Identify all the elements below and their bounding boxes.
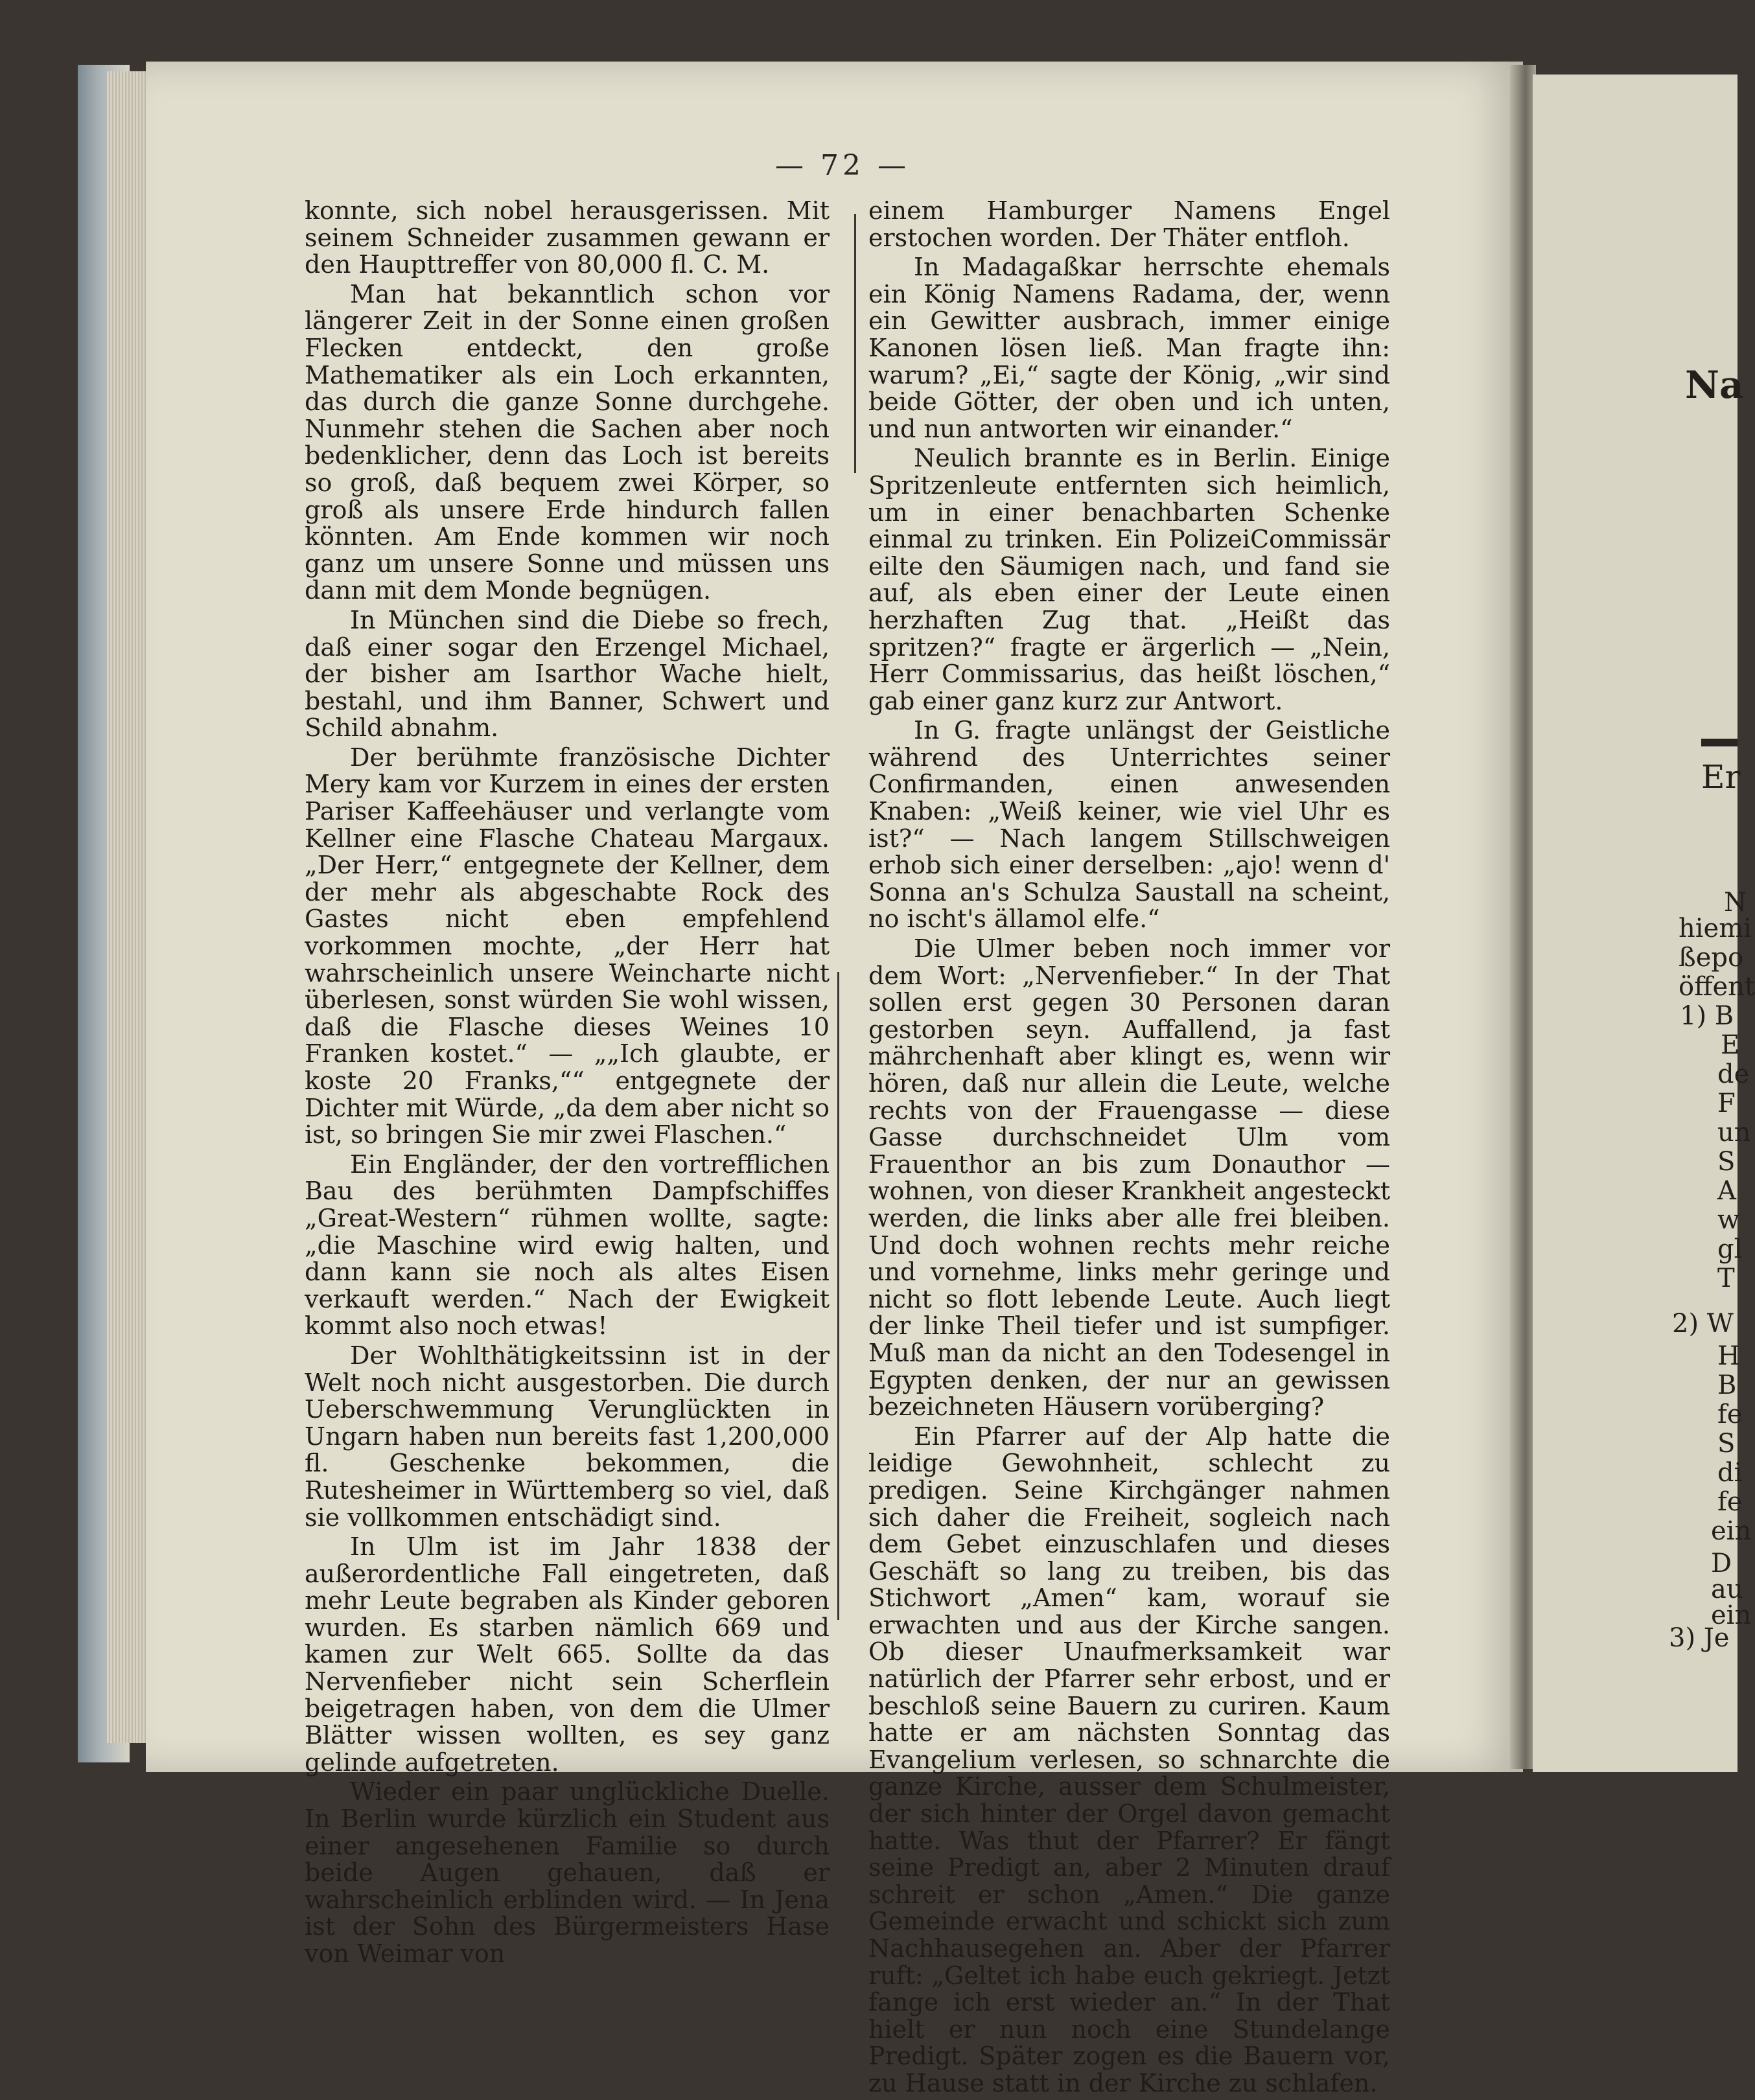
paragraph: Wieder ein paar unglückliche Duelle. In Berlin wurde kürzlich ein Student aus einer angesehenen Familie so durch beide Augen gehauen, daß er wahrscheinlich erblinden wird. — In Jena ist der Sohn des Bürgermeisters Hase von Weimar von	[305, 1777, 830, 1968]
next-page-fragment: gl	[1717, 1234, 1743, 1264]
next-page-fragment: S	[1717, 1429, 1736, 1459]
ornament-rule	[1701, 739, 1738, 746]
paragraph: einem Hamburger Namens Engel erstochen worden. Der Thäter entfloh.	[868, 196, 1390, 252]
next-page-fragment: D	[1711, 1549, 1732, 1578]
next-page-fragment: di	[1717, 1458, 1743, 1488]
book-gutter	[1510, 65, 1536, 1769]
paragraph: Ein Engländer, der den vortrefflichen Bau des berühmten Dampfschiffes „Great-Western“ rühmen wollte, sagte: „die Maschine wird ewig halten, und dann kann sie noch als altes Eisen verkauft werden.“ Nach der Ewigkeit kommt also noch etwas!	[305, 1149, 830, 1341]
paragraph: In G. fragte unlängst der Geistliche während des Unterrichtes seiner Confirmanden, einen anwesenden Knaben: „Weiß keiner, wie viel Uhr es ist?“ — Nach langem Stillschweigen erhob sich einer derselben: „ajo! wenn d' Sonna an's Schulza Saustall na scheint, no ischt's ällamol elfe.“	[868, 716, 1390, 934]
paragraph: Die Ulmer beben noch immer vor dem Wort: „Nervenfieber.“ In der That sollen erst gegen 30 Personen daran gestorben seyn. Auffallend, ja fast mährchenhaft aber klingt es, wenn wir hören, daß nur allein die Leute, welche rechts von der Frauengasse — diese Gasse durchschneidet Ulm vom Frauenthor an bis zum Donauthor — wohnen, von dieser Krankheit angesteckt werden, die links aber alle frei bleiben. Und doch wohnen rechts mehr reiche und vornehme, links mehr geringe und nicht so flott lebende Leute. Auch liegt der linke Theil tiefer und ist sumpfiger. Muß man da nicht an den Todesengel in Egypten denken, der nur an gewissen bezeichneten Häusern vorüberging?	[868, 934, 1390, 1422]
paragraph: Man hat bekanntlich schon vor längerer Zeit in der Sonne einen großen Flecken entdeckt, den große Mathematiker als ein Loch erkannten, das durch die ganze Sonne durchgehe. Nunmehr stehen die Sachen aber noch bedenklicher, denn das Loch ist bereits so groß, daß bequem zwei Körper, so groß als unsere Erde hindurch fallen könnten. Am Ende kommen wir noch ganz um unsere Sonne und müssen uns dann mit dem Monde begnügen.	[305, 279, 830, 605]
next-page-fragment: öffent	[1679, 972, 1755, 1002]
next-page-fragment: A	[1717, 1176, 1736, 1206]
column-divider	[854, 214, 856, 473]
paragraph: In München sind die Diebe so frech, daß einer sogar den Erzengel Michael, der bisher am Isarthor Wache hielt, bestahl, und ihm Banner, Schwert und Schild abnahm.	[305, 605, 830, 743]
paragraph: Der berühmte französische Dichter Mery kam vor Kurzem in eines der ersten Pariser Kaffeehäuser und verlangte vom Kellner eine Flasche Chateau Margaux. „Der Herr,“ entgegnete der Kellner, dem der mehr als abgeschabte Rock des Gastes nicht eben empfehlend vorkommen mochte, „der Herr hat wahrscheinlich unsere Weincharte nicht überlesen, sonst würden Sie wohl wissen, daß die Flasche dieses Weines 10 Franken kostet.“ — „„Ich glaubte, er koste 20 Franks,““ entgegnete der Dichter mit Würde, „da dem aber nicht so ist, so bringen Sie mir zwei Flaschen.“	[305, 743, 830, 1149]
paragraph: In Madagaßkar herrschte ehemals ein König Namens Radama, der, wenn ein Gewitter ausbrach, immer einige Kanonen lösen ließ. Man fragte ihn: warum? „Ei,“ sagte der König, „wir sind beide Götter, der oben und ich unten, und nun antworten wir einander.“	[868, 253, 1390, 443]
next-page-fragment: Er	[1701, 758, 1741, 796]
paragraph: Neulich brannte es in Berlin. Einige Spritzenleute entfernten sich heimlich, um in einer benachbarten Schenke einmal zu trinken. Ein PolizeiCommissär eilte den Säumigen nach, und fand sie auf, als eben einer der Leute einen herzhaften Zug that. „Heißt das spritzen?“ fragte er ärgerlich — „Nein, Herr Commissarius, das heißt löschen,“ gab einer ganz kurz zur Antwort.	[868, 444, 1390, 715]
next-page-fragment: N	[1724, 888, 1747, 917]
next-page-fragment: H	[1717, 1341, 1740, 1371]
right-text-column	[868, 198, 1390, 2100]
next-page-fragment: 3) Je	[1669, 1623, 1730, 1653]
next-page-fragment: 1) B	[1680, 1001, 1734, 1031]
paragraph: Der Wohlthätigkeitssinn ist in der Welt noch nicht ausgestorben. Die durch Ueberschwemmung Verunglückten in Ungarn haben nun bereits fast 1,200,000 fl. Geschenke bekommen, die Rutesheimer in Württemberg so viel, daß sie vollkommen entschädigt sind.	[305, 1341, 830, 1532]
next-page-fragment: ein	[1711, 1600, 1752, 1630]
paragraph: Ein Pfarrer auf der Alp hatte die leidige Gewohnheit, schlecht zu predigen. Seine Kirchgänger nahmen sich daher die Freiheit, sogleich nach dem Gebet einzuschlafen und dieses Geschäft so lang zu treiben, bis das Stichwort „Amen“ kam, worauf sie erwachten und aus der Kirche sangen. Ob dieser Unaufmerksamkeit war natürlich der Pfarrer sehr erbost, und er beschloß seine Bauern zu curiren. Kaum hatte er am nächsten Sonntag das Evangelium verlesen, so schnarchte die ganze Kirche, ausser dem Schulmeister, der sich hinter der Orgel davon gemacht hatte. Was thut der Pfarrer? Er fängt seine Predigt an, aber 2 Minuten drauf schreit er schon „Amen.“ Die ganze Gemeinde erwacht und schickt sich zum Nachhausegehen an. Aber der Pfarrer ruft: „Geltet ich habe euch gekriegt. Jetzt fange ich erst wieder an.“ In der That hielt er nun noch eine Stundelange Predigt. Später zogen es die Bauern vor, zu Hause statt in der Kirche zu schlafen.	[868, 1422, 1390, 2097]
page-number: — 72 —	[775, 149, 910, 182]
next-page-fragment: S	[1717, 1147, 1736, 1177]
next-page-fragment: T	[1717, 1263, 1735, 1293]
next-page-fragment: B	[1717, 1370, 1737, 1400]
next-page-fragment: E	[1721, 1030, 1740, 1060]
paragraph: konnte, sich nobel herausgerissen. Mit seinem Schneider zusammen gewann er den Haupttreffer von 80,000 fl. C. M.	[305, 196, 830, 279]
left-text-column	[305, 198, 830, 1970]
next-page-fragment: hiemi	[1679, 914, 1752, 943]
next-page-fragment: F	[1717, 1089, 1736, 1118]
next-page-fragment: au	[1711, 1575, 1743, 1604]
next-page-fragment: ein	[1711, 1516, 1752, 1546]
next-page-fragment: fe	[1717, 1487, 1743, 1517]
next-page-fragment: de	[1717, 1059, 1750, 1089]
next-page-fragment: ßepo	[1679, 943, 1744, 973]
column-divider	[837, 972, 839, 1620]
next-page-fragment: 2) W	[1672, 1309, 1734, 1339]
next-page-heading-fragment: Na	[1685, 363, 1744, 407]
paragraph: In Ulm ist im Jahr 1838 der außerordentliche Fall eingetreten, daß mehr Leute begraben als Kinder geboren wurden. Es starben nämlich 669 und kamen zur Welt 665. Sollte da das Nervenfieber nicht sein Scherflein beigetragen haben, von dem die Ulmer Blätter wissen wollten, es sey ganz gelinde aufgetreten.	[305, 1532, 830, 1777]
next-page-fragment: w	[1717, 1205, 1740, 1235]
next-page-fragment: un	[1717, 1118, 1751, 1148]
next-page-fragment: fe	[1717, 1400, 1743, 1429]
